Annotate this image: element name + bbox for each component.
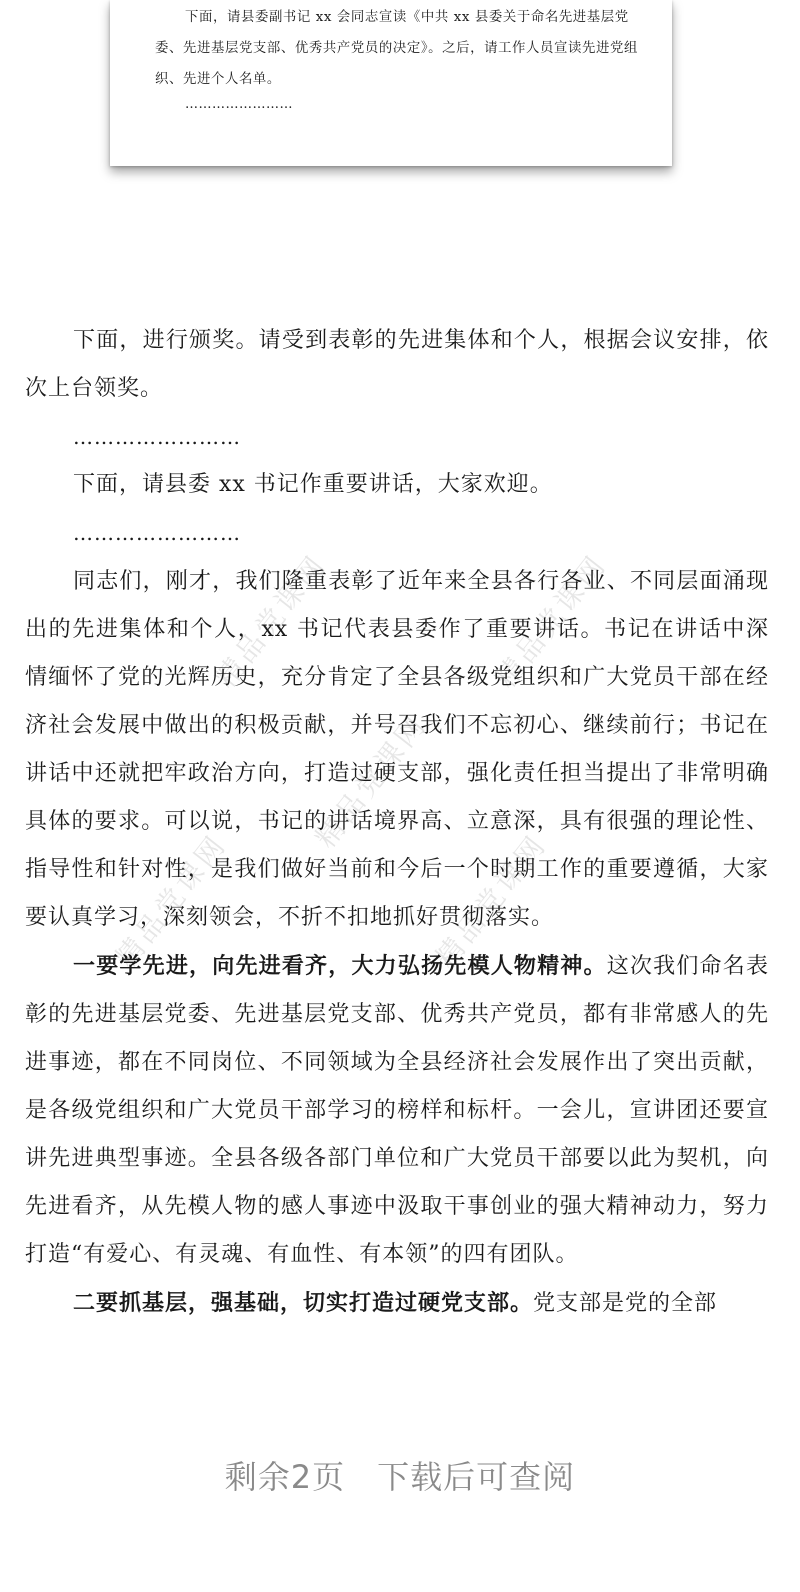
point-two-heading: 二要抓基层，强基础，切实打造过硬党支部。	[73, 1290, 534, 1316]
ellipsis-1: ……………………	[73, 425, 241, 449]
paragraph-summary: 同志们，刚才，我们隆重表彰了近年来全县各行各业、不同层面涌现出的先进集体和个人，xx 书记代表县委作了重要讲话。书记在讲话中深情缅怀了党的光辉历史，充分肯定了全县各级党组织和广大党员干部在经济社会发展中做出的积极贡献，并号召我们不忘初心、继续前行；书记在讲话中还就把牢政治方向，打造过硬支部，强化责任担当提出了非常明确具体的要求。可以说，书记的讲话境界高、立意深，具有很强的理论性、指导性和针对性，是我们做好当前和今后一个时期工作的重要遵循，大家要认真学习，深刻领会，不折不扣地抓好贯彻落实。	[25, 569, 769, 930]
preview-page-card	[110, 0, 672, 166]
paragraph-point-two	[25, 1279, 769, 1328]
preview-ellipsis: ……………………	[185, 97, 293, 112]
watermark-2: 精品党课网	[488, 547, 614, 695]
watermark-1: 精品党课网	[208, 547, 334, 695]
watermark-5: 精品党课网	[428, 827, 554, 975]
remaining-pages-count: 剩余2页	[224, 1458, 346, 1496]
watermark-3: 精品党课网	[308, 707, 434, 855]
point-one-body: 这次我们命名表彰的先进基层党委、先进基层党支部、优秀共产党员，都有非常感人的先进事迹，都在不同岗位、不同领域为全县经济社会发展作出了突出贡献，是各级党组织和广大党员干部学习的榜样和标杆。一会儿，宣讲团还要宣讲先进典型事迹。全县各级各部门单位和广大党员干部要以此为契机，向先进看齐，从先模人物的感人事迹中汲取干事创业的强大精神动力，努力打造“有爱心、有灵魂、有血性、有本领”的四有团队。	[25, 954, 769, 1267]
paragraph-point-one	[25, 942, 769, 1279]
paragraph-award: 下面，进行颁奖。请受到表彰的先进集体和个人，根据会议安排，依次上台领奖。	[25, 328, 769, 401]
watermark-4: 精品党课网	[108, 827, 234, 975]
point-one-heading: 一要学先进，向先进看齐，大力弘扬先模人物精神。	[73, 953, 607, 979]
preview-paragraph: 下面，请县委副书记 xx 会同志宣读《中共 xx 县委关于命名先进基层党委、先进基层党支部、优秀共产党员的决定》。之后，请工作人员宣读先进党组织、先进个人名单。	[155, 10, 638, 87]
document-body	[25, 317, 769, 1328]
remaining-pages-notice[interactable]	[0, 1452, 800, 1498]
point-two-body: 党支部是党的全部	[533, 1291, 718, 1316]
paragraph-speech-intro: 下面，请县委 xx 书记作重要讲话，大家欢迎。	[73, 472, 553, 497]
download-to-view-link[interactable]: 下载后可查阅	[377, 1458, 576, 1496]
ellipsis-2: ……………………	[73, 521, 241, 545]
